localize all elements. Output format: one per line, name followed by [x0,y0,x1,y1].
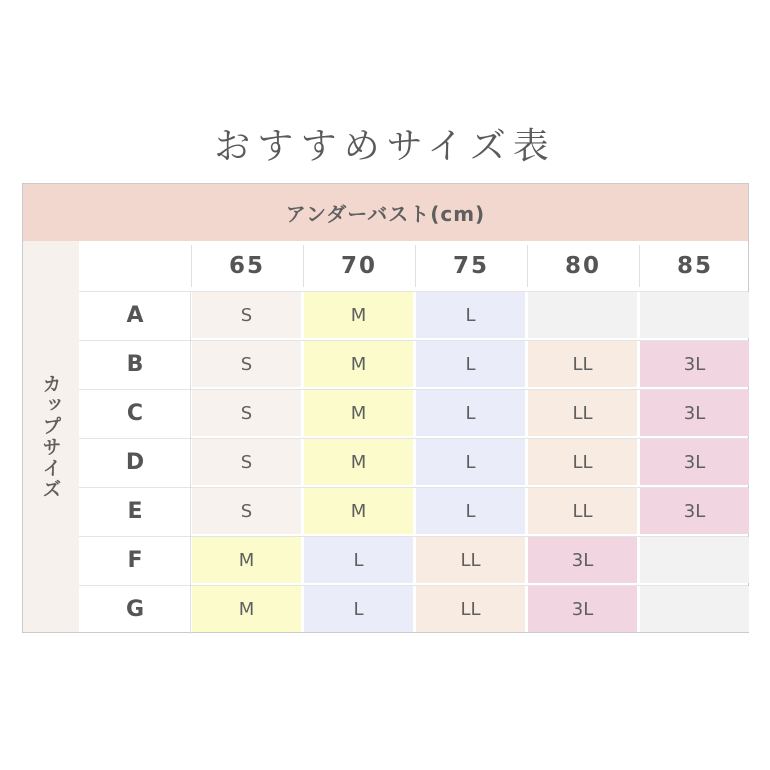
size-cell: 3L [528,586,637,632]
size-cell: M [304,341,413,387]
row-header-divider [190,291,191,634]
size-cell: S [192,488,301,534]
column-divider [191,245,192,287]
size-cell: M [304,292,413,338]
size-cell: LL [416,537,525,583]
size-cell: 3L [528,537,637,583]
size-cell [640,292,749,338]
column-header-85: 85 [676,253,713,279]
cup-size-label: カップサイズ [39,373,62,500]
cup-row-header-e: E [127,499,143,524]
size-cell: 3L [640,341,749,387]
size-cell: M [304,390,413,436]
size-cell: L [416,341,525,387]
size-cell: L [416,292,525,338]
cup-row-header-a: A [126,303,144,328]
size-cell: S [192,292,301,338]
column-header-70: 70 [340,253,377,279]
size-cell: L [416,390,525,436]
size-cell: S [192,439,301,485]
size-cell: LL [528,341,637,387]
size-cell [528,292,637,338]
size-cell: S [192,390,301,436]
column-header-75: 75 [452,253,489,279]
size-cell: LL [416,586,525,632]
under-bust-header: アンダーバスト(cm) [23,184,748,241]
column-header-65: 65 [228,253,265,279]
cup-row-header-c: C [126,401,144,426]
cup-row-header-g: G [125,597,145,622]
size-cell [640,537,749,583]
size-cell: L [416,439,525,485]
size-cell: L [304,537,413,583]
size-cell: L [304,586,413,632]
cup-size-side-band [23,241,79,632]
size-cell: LL [528,390,637,436]
column-header-80: 80 [564,253,601,279]
size-cell: 3L [640,390,749,436]
size-cell: M [304,488,413,534]
size-cell: M [192,537,301,583]
size-cell: S [192,341,301,387]
cup-row-header-b: B [126,352,144,377]
size-cell: M [192,586,301,632]
size-cell: 3L [640,439,749,485]
size-cell [640,586,749,632]
size-table [22,183,749,633]
page-title: おすすめサイズ表 [214,126,556,167]
size-cell: L [416,488,525,534]
cup-row-header-f: F [127,548,143,573]
size-cell: LL [528,439,637,485]
size-cell: M [304,439,413,485]
cup-row-header-d: D [125,450,145,475]
size-cell: 3L [640,488,749,534]
size-cell: LL [528,488,637,534]
